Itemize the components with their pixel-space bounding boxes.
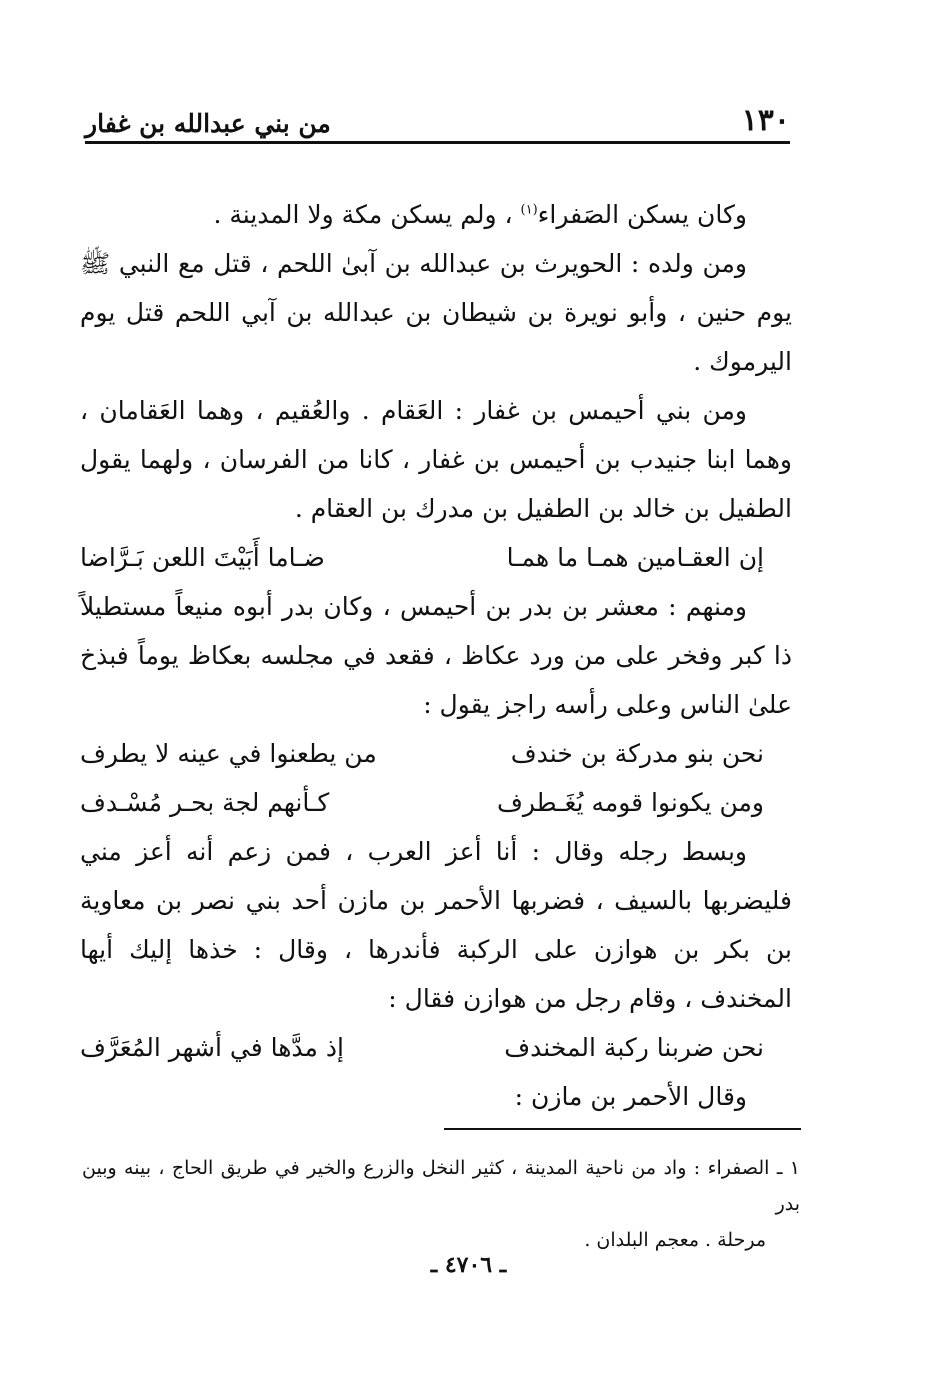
footnote-divider	[444, 1128, 801, 1130]
header-divider	[85, 141, 790, 144]
running-title: من بني عبدالله بن غفار	[85, 109, 331, 138]
footnote-1-line-2: مرحلة . معجم البلدان .	[584, 1229, 766, 1251]
page-number: ١٣٠	[741, 103, 790, 138]
paragraph-1	[80, 190, 792, 239]
paragraph-4: ومنهم : معشر بن بدر بن أحيمس ، وكان بدر أبوه منيعاً مستطيلاً ذا كبر وفخر على من ورد عكاظ ، فقعد في مجلسه بعكاظ يوماً فبذخ علىٰ الناس وعلى رأسه راجز يقول :	[80, 592, 792, 719]
verse-4-first-hemistich: نحن ضربنا ركبة المخندف	[504, 1033, 764, 1062]
main-text	[80, 190, 792, 1121]
footnote-1-line-1: ١ ـ الصفراء : واد من ناحية المدينة ، كثير النخل والزرع والخير في طريق الحاج ، بينه وبين بدر	[82, 1157, 800, 1215]
paragraph-6: وقال الأحمر بن مازن :	[514, 1082, 747, 1111]
verse-line-3	[80, 778, 792, 827]
verse-1-second-hemistich: ضـاما أَبَيْتَ اللعن بَـرَّاضا	[80, 543, 325, 572]
paragraph-1-text: وكان يسكن الصَفراء	[537, 200, 747, 229]
verse-3-first-hemistich: ومن يكونوا قومه يُغَـطرف	[496, 788, 764, 817]
page-header	[85, 92, 790, 136]
verse-line-1	[80, 533, 792, 582]
verse-line-4	[80, 1023, 792, 1072]
verse-4-second-hemistich: إذ مدَّها في أشهر المُعَرَّف	[80, 1033, 344, 1062]
footnotes	[82, 1150, 800, 1258]
verse-1-first-hemistich: إن العقـامين همـا ما همـا	[506, 543, 764, 572]
paragraph-2: ومن ولده : الحويرث بن عبدالله بن آبىٰ اللحم ، قتل مع النبي ﷺ يوم حنين ، وأبو نويرة بن شيطان بن عبدالله بن آبي اللحم قتل يوم اليرموك .	[80, 249, 792, 376]
paragraph-5: وبسط رجله وقال : أنا أعز العرب ، فمن زعم أنه أعز مني فليضربها بالسيف ، فضربها الأحمر بن مازن أحد بني نصر بن معاوية بن بكر بن هوازن على الركبة فأندرها ، وقال : خذها إليك أيها المخندف ، وقام رجل من هوازن فقال :	[80, 837, 792, 1013]
paragraph-3: ومن بني أحيمس بن غفار : العَقام . والعُقيم ، وهما العَقامان ، وهما ابنا جنيدب بن أحيمس بن غفار ، كانا من الفرسان ، ولهما يقول الطفيل بن خالد بن الطفيل بن مدرك بن العقام .	[80, 396, 792, 523]
verse-line-2	[80, 729, 792, 778]
verse-2-first-hemistich: نحن بنو مدركة بن خندف	[510, 739, 764, 768]
paragraph-1-end: ، ولم يسكن مكة ولا المدينة .	[213, 200, 521, 229]
folio-number: ـ ٤٧٠٦ ـ	[430, 1252, 507, 1278]
verse-2-second-hemistich: من يطعنوا في عينه لا يطرف	[80, 739, 377, 768]
footnote-ref-1: (١)	[520, 202, 538, 218]
verse-3-second-hemistich: كـأنهم لجة بحـر مُسْـدف	[80, 788, 330, 817]
